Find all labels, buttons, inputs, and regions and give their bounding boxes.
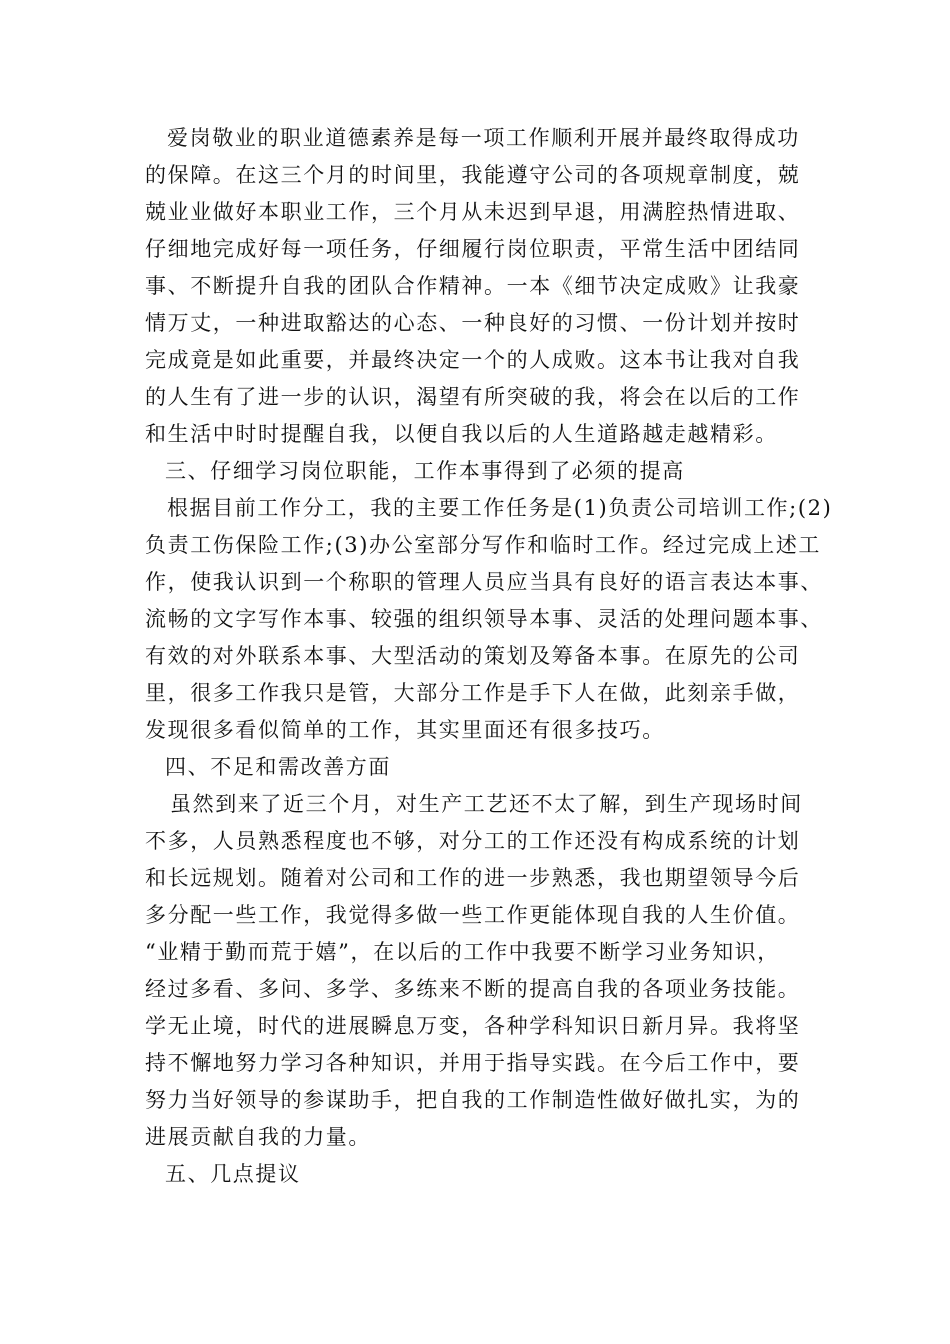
paragraph-line: 仔细地完成好每一项任务，仔细履行岗位职责，平常生活中团结同 — [145, 237, 801, 261]
paragraph-line: 和长远规划。随着对公司和工作的进一步熟悉，我也期望领导今后 — [145, 866, 801, 890]
paragraph-line: 努力当好领导的参谋助手，把自我的工作制造性做好做扎实，为的 — [145, 1088, 801, 1112]
paragraph-line: 持不懈地努力学习各种知识，并用于指导实践。在今后工作中，要 — [145, 1051, 801, 1075]
paragraph-line: 兢业业做好本职业工作，三个月从未迟到早退，用满腔热情进取、 — [145, 200, 801, 224]
paragraph-shortcomings — [145, 786, 845, 1156]
section-heading-3: 三、仔细学习岗位职能，工作本事得到了必须的提高 — [165, 459, 685, 483]
paragraph-line: 作，使我认识到一个称职的管理人员应当具有良好的语言表达本事、 — [145, 570, 823, 594]
paragraph-line: 情万丈，一种进取豁达的心态、一种良好的习惯、一份计划并按时 — [145, 311, 801, 335]
paragraph-line: 和生活中时时提醒自我，以便自我以后的人生道路越走越精彩。 — [145, 422, 778, 446]
paragraph-line: 学无止境，时代的进展瞬息万变，各种学科知识日新月异。我将坚 — [145, 1014, 801, 1038]
paragraph-line: 的人生有了进一步的认识，渴望有所突破的我，将会在以后的工作 — [145, 385, 801, 409]
paragraph-line: 虽然到来了近三个月，对生产工艺还不太了解，到生产现场时间 — [170, 792, 803, 816]
paragraph-line: 的保障。在这三个月的时间里，我能遵守公司的各项规章制度，兢 — [145, 163, 801, 187]
paragraph-line: 负责工伤保险工作;(3)办公室部分写作和临时工作。经过完成上述工 — [145, 533, 822, 557]
paragraph-line: 根据目前工作分工，我的主要工作任务是(1)负责公司培训工作;(2) — [167, 496, 833, 520]
paragraph-job-duties — [145, 490, 845, 749]
paragraph-line: 爱岗敬业的职业道德素养是每一项工作顺利开展并最终取得成功 — [167, 126, 800, 150]
paragraph-line: 流畅的文字写作本事、较强的组织领导本事、灵活的处理问题本事、 — [145, 607, 823, 631]
paragraph-line: 里，很多工作我只是管，大部分工作是手下人在做，此刻亲手做， — [145, 681, 801, 705]
paragraph-line: 经过多看、多问、多学、多练来不断的提高自我的各项业务技能。 — [145, 977, 801, 1001]
paragraph-line: 进展贡献自我的力量。 — [145, 1125, 371, 1149]
paragraph-line: “业精于勤而荒于嬉”，在以后的工作中我要不断学习业务知识， — [145, 940, 780, 964]
section-heading-5: 五、几点提议 — [165, 1162, 301, 1186]
document-body — [145, 120, 845, 1193]
paragraph-professional-ethics — [145, 120, 845, 453]
paragraph-line: 完成竟是如此重要，并最终决定一个的人成败。这本书让我对自我 — [145, 348, 801, 372]
paragraph-line: 事、不断提升自我的团队合作精神。一本《细节决定成败》让我豪 — [145, 274, 801, 298]
paragraph-line: 有效的对外联系本事、大型活动的策划及筹备本事。在原先的公司 — [145, 644, 801, 668]
paragraph-line: 多分配一些工作，我觉得多做一些工作更能体现自我的人生价值。 — [145, 903, 801, 927]
paragraph-line: 发现很多看似简单的工作，其实里面还有很多技巧。 — [145, 718, 665, 742]
section-heading-4: 四、不足和需改善方面 — [165, 755, 391, 779]
paragraph-line: 不多，人员熟悉程度也不够，对分工的工作还没有构成系统的计划 — [145, 829, 801, 853]
